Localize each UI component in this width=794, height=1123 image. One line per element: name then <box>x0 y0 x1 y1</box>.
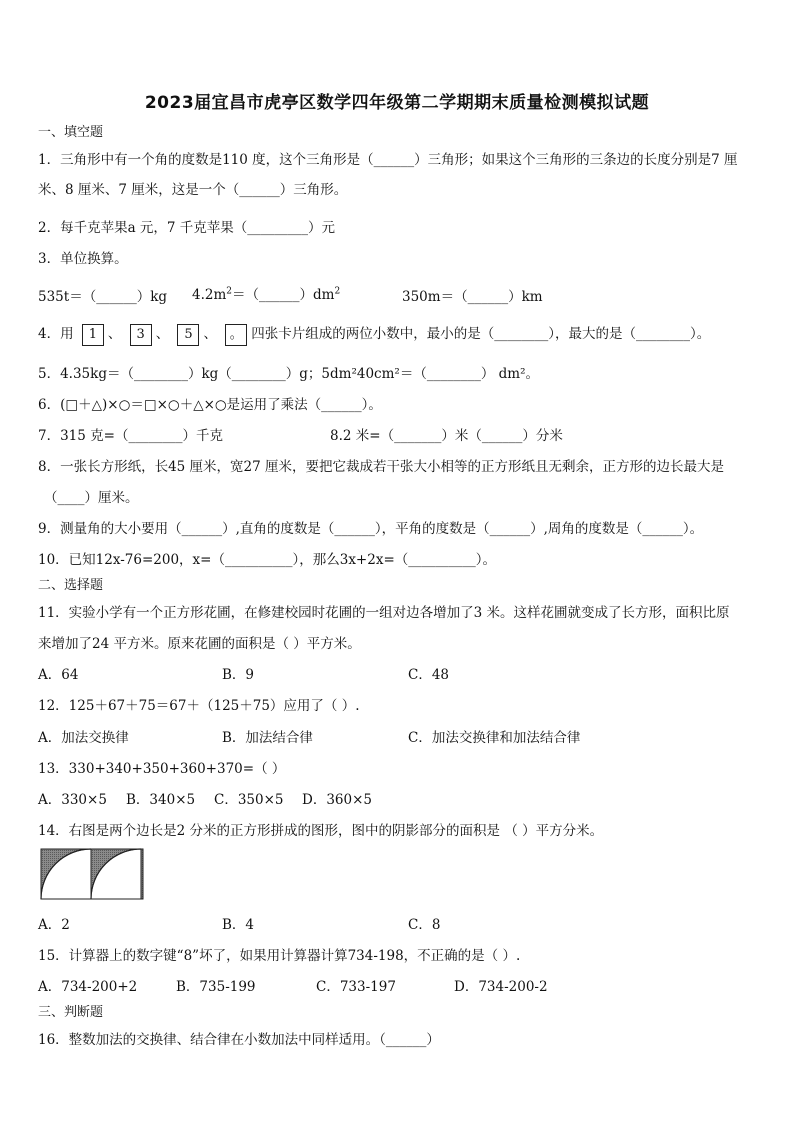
section-multiple-choice: 二、选择题 <box>38 578 104 593</box>
q3-b-prefix: 4.2m <box>192 287 227 303</box>
question-1-line-1: 1．三角形中有一个角的度数是110 度，这个三角形是（______）三角形；如果这个三角形的三条边的长度分别是7 厘 <box>38 152 738 168</box>
q15-option-c[interactable]: C．733-197 <box>316 979 396 995</box>
q4-separator: 、 <box>107 326 122 342</box>
question-11-line-1: 11．实验小学有一个正方形花圃，在修建校园时花圃的一组对边各增加了3 米。这样花圃就变成了长方形，面积比原 <box>38 605 730 621</box>
digit-card-3: 3 <box>130 324 152 346</box>
digit-card-5: 5 <box>177 324 199 346</box>
q15-option-b[interactable]: B．735-199 <box>176 979 256 995</box>
two-squares-shaded-figure <box>40 848 144 900</box>
question-6: 6．(□＋△)×○＝□×○＋△×○是运用了乘法（______）。 <box>38 397 382 413</box>
right-square <box>91 849 143 899</box>
q15-option-d[interactable]: D．734-200-2 <box>454 979 548 995</box>
question-15: 15．计算器上的数字键“8”坏了，如果用计算器计算734-198，不正确的是（ ）. <box>38 948 521 964</box>
q3-b-middle: ＝（______）dm <box>232 287 335 303</box>
q11-option-b[interactable]: B．9 <box>222 667 255 683</box>
question-3: 3．单位换算。 <box>38 251 128 267</box>
question-7-part-a: 7．315 克=（________）千克 <box>38 428 223 444</box>
q3-b-sup2: 2 <box>334 286 341 297</box>
q13-option-d[interactable]: D．360×5 <box>302 792 372 808</box>
question-14: 14．右图是两个边长是2 分米的正方形拼成的图形，图中的阴影部分的面积是 （ ）平方分米。 <box>38 823 604 839</box>
digit-card-dot: 。 <box>225 324 247 346</box>
question-5: 5．4.35kg＝（________）kg（________）g；5dm²40cm²＝（________） dm²。 <box>38 366 539 382</box>
q15-option-a[interactable]: A．734-200+2 <box>38 979 138 995</box>
q3-b-sup: 2 <box>226 286 233 297</box>
q4-separator: 、 <box>203 326 217 342</box>
question-16: 16．整数加法的交换律、结合律在小数加法中同样适用。（______） <box>38 1032 440 1048</box>
question-3-part-c: 350m＝（______）km <box>402 289 543 305</box>
digit-card-1: 1 <box>82 324 104 346</box>
section-true-false: 三、判断题 <box>38 1005 104 1020</box>
section-fill-in: 一、填空题 <box>38 125 104 140</box>
q13-option-a[interactable]: A．330×5 <box>38 792 107 808</box>
q12-option-a[interactable]: A．加法交换律 <box>38 730 129 746</box>
question-12: 12．125＋67＋75＝67＋（125＋75）应用了（ ）. <box>38 698 360 714</box>
question-1-line-2: 米、8 厘米、7 厘米，这是一个（______）三角形。 <box>38 182 348 198</box>
q14-option-b[interactable]: B．4 <box>222 917 255 933</box>
q4-text: 四张卡片组成的两位小数中，最小的是（________），最大的是（________）。 <box>251 326 711 342</box>
question-13: 13．330+340+350+360+370=（ ） <box>38 761 286 777</box>
question-8-line-2: （____）厘米。 <box>44 490 139 506</box>
question-3-part-b <box>192 283 340 303</box>
q4-prefix: 4．用 <box>38 326 74 342</box>
q14-option-a[interactable]: A．2 <box>38 917 70 933</box>
question-8-line-1: 8．一张长方形纸，长45 厘米，宽27 厘米，要把它裁成若干张大小相等的正方形纸且无剩余，正方形的边长最大是 <box>38 459 725 475</box>
q12-option-b[interactable]: B．加法结合律 <box>222 730 313 746</box>
q13-option-b[interactable]: B．340×5 <box>126 792 196 808</box>
page-title: 2023届宜昌市虎亭区数学四年级第二学期期末质量检测模拟试题 <box>144 93 650 113</box>
question-3-part-a: 535t＝（______）kg <box>38 289 168 305</box>
question-2: 2．每千克苹果a 元，7 千克苹果（_________）元 <box>38 220 336 236</box>
question-9: 9．测量角的大小要用（______）,直角的度数是（______），平角的度数是（______）,周角的度数是（______）。 <box>38 521 704 537</box>
q13-option-c[interactable]: C．350×5 <box>214 792 284 808</box>
question-10: 10．已知12x-76=200，x=（__________），那么3x+2x=（__________）。 <box>38 552 497 568</box>
question-7-part-b: 8.2 米=（_______）米（______）分米 <box>330 428 563 444</box>
q12-option-c[interactable]: C．加法交换律和加法结合律 <box>408 730 581 746</box>
q11-option-c[interactable]: C．48 <box>408 667 450 683</box>
question-11-line-2: 来增加了24 平方米。原来花圃的面积是（ ）平方米。 <box>38 636 361 652</box>
left-square <box>41 849 91 899</box>
q4-separator: 、 <box>155 326 170 342</box>
question-4 <box>38 322 710 346</box>
q11-option-a[interactable]: A．64 <box>38 667 79 683</box>
q14-option-c[interactable]: C．8 <box>408 917 441 933</box>
